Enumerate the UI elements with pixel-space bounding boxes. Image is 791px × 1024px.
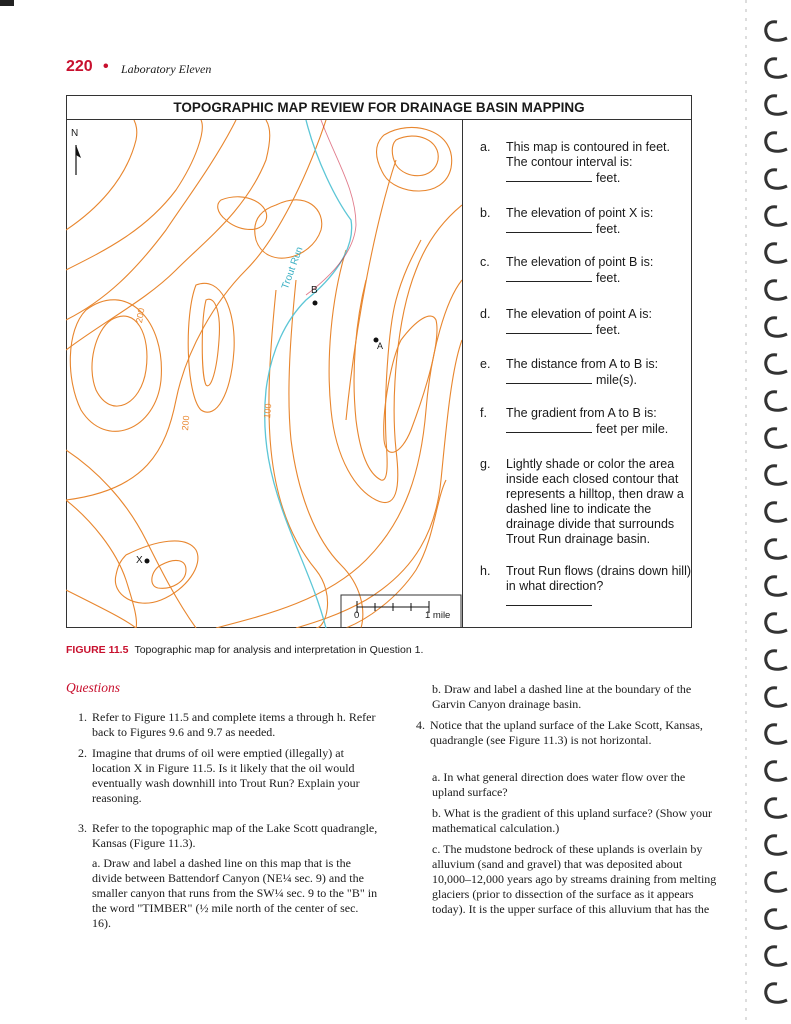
- spiral-coil: [766, 540, 787, 559]
- spiral-coil: [766, 392, 787, 411]
- answer-blank[interactable]: [506, 372, 592, 384]
- point-a-label: A: [377, 341, 384, 351]
- answer-blank[interactable]: [506, 270, 592, 282]
- spiral-coil: [766, 244, 787, 263]
- spiral-coil: [766, 503, 787, 522]
- trout-run-label: Trout Run: [280, 245, 306, 291]
- figure-caption-label: FIGURE 11.5: [66, 644, 129, 656]
- answer-blank[interactable]: [506, 421, 592, 433]
- spiral-coil: [766, 466, 787, 485]
- spiral-binding: [741, 0, 791, 1024]
- spiral-coil: [766, 96, 787, 115]
- figure-title: TOPOGRAPHIC MAP REVIEW FOR DRAINAGE BASIN MAPPING: [66, 96, 692, 120]
- spiral-coil: [766, 22, 787, 41]
- contour-label-100: 100: [262, 403, 274, 419]
- spiral-coil: [766, 133, 787, 152]
- spiral-coil: [766, 873, 787, 892]
- north-label: N: [71, 128, 79, 139]
- spiral-coil: [766, 429, 787, 448]
- spiral-coil: [766, 318, 787, 337]
- header-separator: •: [103, 58, 109, 75]
- spiral-coil: [766, 170, 787, 189]
- spiral-coil: [766, 984, 787, 1003]
- question-3a: a. Draw and label a dashed line on this map that is the divide between Battendorf Canyon (NE¼ sec. 9) and the smaller canyon that runs from the SW¼ sec. 9 to the "B" in the word "TIMBER" (½ mile north of the center of sec. 16).: [92, 856, 378, 930]
- answer-blank[interactable]: [506, 322, 592, 334]
- scale-mile-label: 1 mile: [425, 610, 451, 621]
- spiral-coil: [766, 59, 787, 78]
- map-frame: [66, 119, 463, 628]
- answer-blank[interactable]: [506, 594, 592, 606]
- chapter-title: Laboratory Eleven: [121, 62, 212, 76]
- spiral-coil: [766, 281, 787, 300]
- contour-label-200-left: 200: [134, 307, 147, 324]
- page-edge-mark: [0, 0, 14, 6]
- question-4c: c. The mudstone bedrock of these uplands is overlain by alluvium (sand and gravel) that was deposited about 10,000–12,000 years ago by streams draining from melting glaciers (prior to dissection of the surface as it appears today). It is the upper surface of this alluvium that has the: [432, 842, 717, 916]
- contour-label-200-mid: 200: [180, 415, 192, 431]
- spiral-coil: [766, 577, 787, 596]
- spiral-coil: [766, 836, 787, 855]
- question-3b: b. Draw and label a dashed line at the boundary of the Garvin Canyon drainage basin.: [432, 682, 692, 711]
- point-b-label: B: [311, 285, 318, 296]
- questions-heading: Questions: [66, 680, 120, 695]
- spiral-coil: [766, 910, 787, 929]
- answer-blank[interactable]: [506, 221, 592, 233]
- spiral-coil: [766, 688, 787, 707]
- figure-caption: [66, 644, 423, 656]
- spiral-coil: [766, 947, 787, 966]
- question-4a: a. In what general direction does water flow over the upland surface?: [432, 770, 686, 799]
- page-number: 220: [66, 58, 93, 75]
- spiral-coil: [766, 355, 787, 374]
- spiral-coil: [766, 207, 787, 226]
- spiral-coil: [766, 725, 787, 744]
- spiral-coil: [766, 799, 787, 818]
- spiral-coil: [766, 614, 787, 633]
- question-4b: b. What is the gradient of this upland surface? (Show your mathematical calculation.): [432, 806, 713, 835]
- scale-zero-label: 0: [354, 610, 360, 621]
- point-x-label: X: [136, 555, 143, 566]
- answer-blank[interactable]: [506, 170, 592, 182]
- spiral-coil: [766, 651, 787, 670]
- spiral-coil: [766, 762, 787, 781]
- figure-caption-text: Topographic map for analysis and interpretation in Question 1.: [134, 644, 424, 656]
